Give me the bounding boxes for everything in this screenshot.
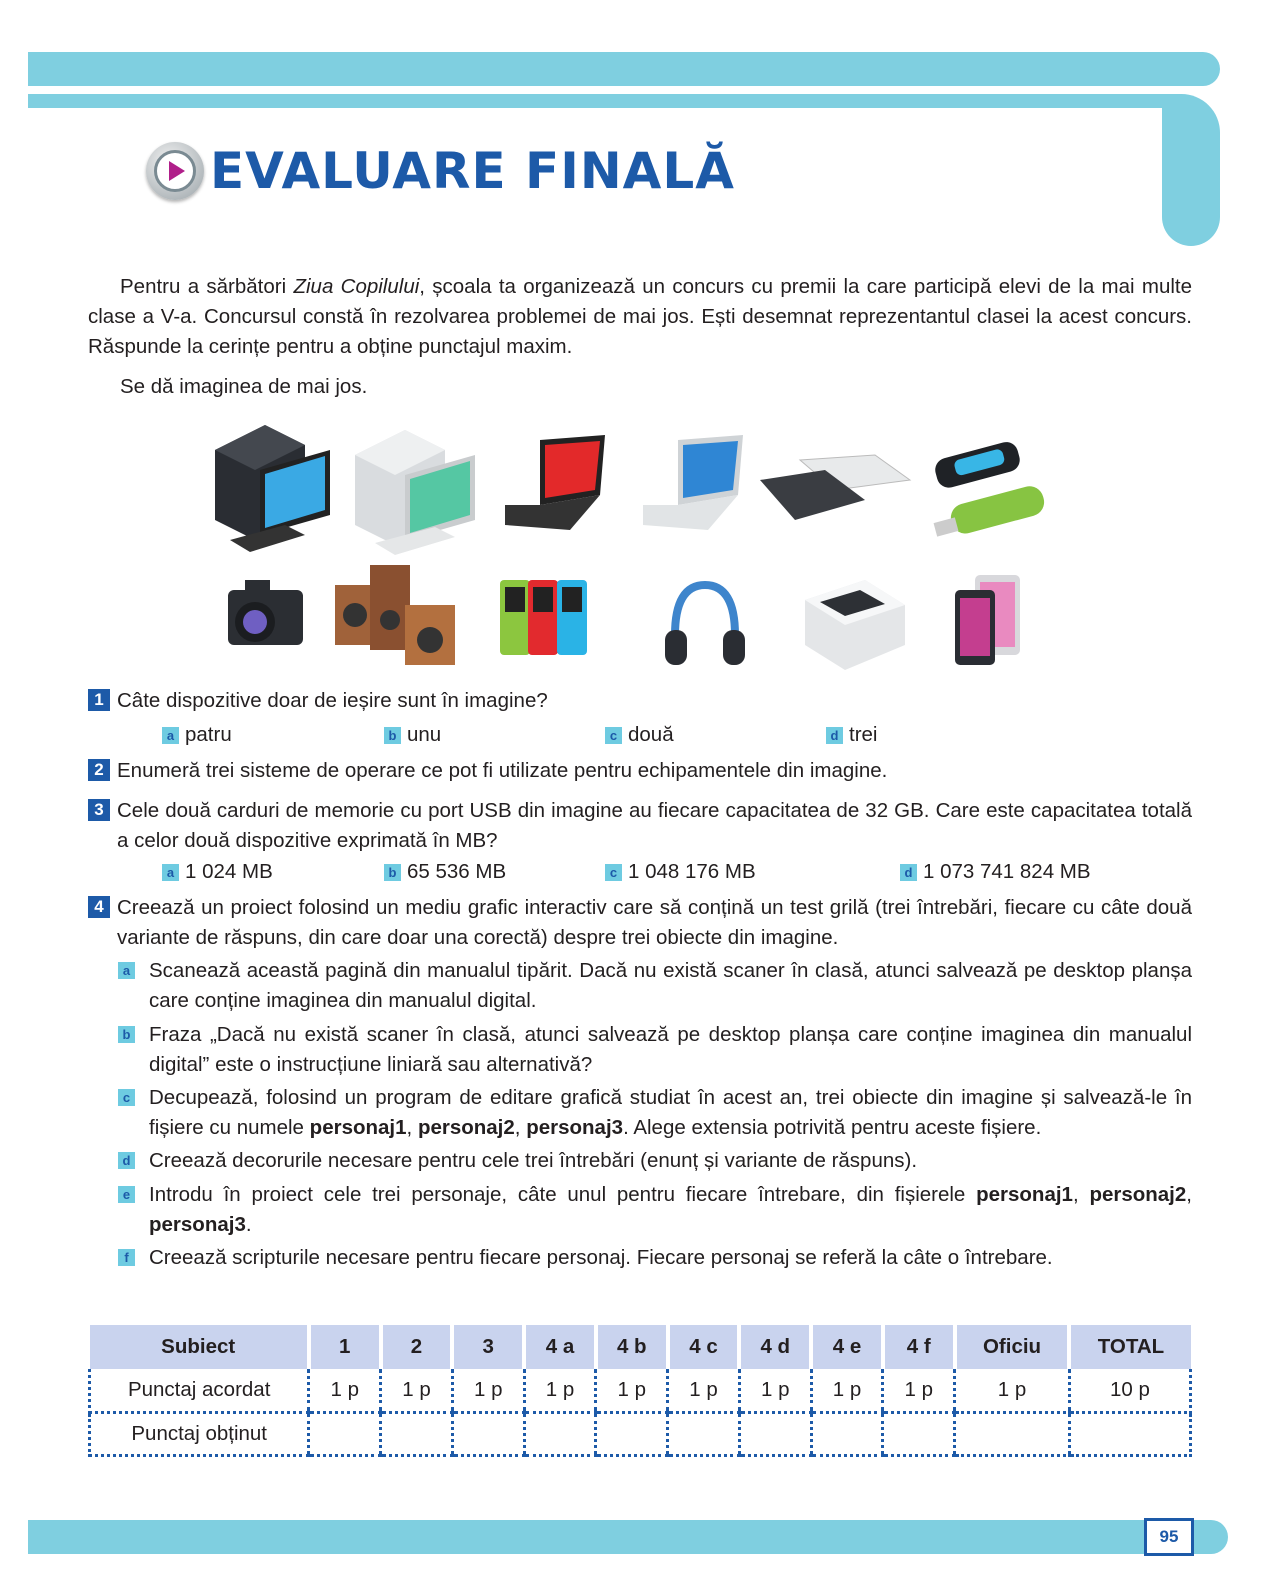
question-text: Câte dispozitive doar de ieșire sunt în imagine? xyxy=(117,689,548,712)
photo-camera-icon xyxy=(220,570,310,660)
subtask-c xyxy=(118,1083,1192,1143)
table-cell: 1 p xyxy=(668,1369,740,1412)
usb-drives-icon xyxy=(920,435,1050,555)
intro-paragraph: Pentru a sărbători Ziua Copilului, școala ta organizează un concurs cu premii la care participă elevi de la mai multe clase a V-a. Concursul constă în rezolvarea problemei de mai jos. Ești desemnat reprezentantul clasei la acest concurs. Răspunde la cerințe pentru a obține punctajul maxim. xyxy=(88,275,1192,358)
question-1 xyxy=(88,686,1192,716)
score-input-cell[interactable] xyxy=(596,1412,668,1455)
table-header-cell: 4 b xyxy=(596,1325,668,1369)
table-header-cell: 3 xyxy=(452,1325,524,1369)
subtask-text: Creează scripturile necesare pentru fiecare personaj. Fiecare personaj se referă la câte o întrebare. xyxy=(149,1246,1053,1269)
laptop-blue-icon xyxy=(638,430,748,540)
subtask-letter: c xyxy=(118,1089,135,1106)
table-cell: 1 p xyxy=(524,1369,596,1412)
page-title: EVALUARE FINALĂ xyxy=(210,142,735,200)
table-cell: 1 p xyxy=(309,1369,381,1412)
printer-icon xyxy=(795,570,910,675)
table-header-cell: Subiect xyxy=(90,1325,309,1369)
option-d[interactable]: d trei xyxy=(826,721,877,749)
table-header-cell: 4 c xyxy=(668,1325,740,1369)
devices-illustration xyxy=(200,410,1080,680)
table-cell: 10 p xyxy=(1069,1369,1190,1412)
subtask-text: Introdu în proiect cele trei personaje, câte unul pentru fiecare întrebare, din fișierele personaj1, personaj2, personaj3. xyxy=(149,1183,1192,1236)
curved-decorative-band xyxy=(1162,94,1220,246)
option-c[interactable]: c 1 048 176 MB xyxy=(605,858,756,886)
laptop-red-icon xyxy=(500,430,610,540)
table-header-cell: 2 xyxy=(381,1325,453,1369)
desktop-computer-white-icon xyxy=(350,415,480,565)
score-input-cell[interactable] xyxy=(883,1412,955,1455)
page-number: 95 xyxy=(1144,1518,1194,1556)
table-cell: 1 p xyxy=(739,1369,811,1412)
mobile-phones-icon xyxy=(495,575,605,665)
second-decorative-band xyxy=(28,94,1178,108)
table-row-awarded xyxy=(90,1369,1191,1412)
question-text: Creează un proiect folosind un mediu grafic interactiv care să conțină un test grilă (trei întrebări, fiecare cu câte două variante de răspuns, din care doar una corectă) despre trei obiecte din imagine. xyxy=(117,896,1192,949)
option-d[interactable]: d 1 073 741 824 MB xyxy=(900,858,1091,886)
bottom-decorative-band xyxy=(28,1520,1228,1554)
table-header-cell: 4 f xyxy=(883,1325,955,1369)
question-text: Enumeră trei sisteme de operare ce pot fi utilizate pentru echipamentele din imagine. xyxy=(117,759,888,782)
score-input-cell[interactable] xyxy=(309,1412,381,1455)
table-row-obtained xyxy=(90,1412,1191,1455)
play-icon xyxy=(146,142,204,200)
score-input-cell[interactable] xyxy=(1069,1412,1190,1455)
table-cell: 1 p xyxy=(596,1369,668,1412)
subtask-letter: e xyxy=(118,1186,135,1203)
subtask-letter: d xyxy=(118,1152,135,1169)
question-number: 2 xyxy=(88,759,110,781)
table-cell: Punctaj obținut xyxy=(90,1412,309,1455)
question-4 xyxy=(88,893,1192,953)
question-2 xyxy=(88,756,1192,786)
option-c[interactable]: c două xyxy=(605,721,674,749)
score-input-cell[interactable] xyxy=(668,1412,740,1455)
image-intro: Se dă imaginea de mai jos. xyxy=(120,375,368,398)
table-header-cell: TOTAL xyxy=(1069,1325,1190,1369)
subtask-e xyxy=(118,1180,1192,1240)
table-header-cell: 4 d xyxy=(739,1325,811,1369)
speakers-icon xyxy=(330,560,465,680)
table-header-row xyxy=(90,1325,1191,1369)
question-text: Cele două carduri de memorie cu port USB din imagine au fiecare capacitatea de 32 GB. Care este capacitatea totală a celor două dispozitive exprimată în MB? xyxy=(117,799,1192,852)
table-cell: 1 p xyxy=(883,1369,955,1412)
headphones-icon xyxy=(660,575,750,675)
table-header-cell: 4 a xyxy=(524,1325,596,1369)
subtask-text: Fraza „Dacă nu există scaner în clasă, atunci salvează pe desktop planșa care conține imaginea din manualul digital” este o instrucțiune liniară sau alternativă? xyxy=(149,1023,1192,1076)
table-cell: 1 p xyxy=(811,1369,883,1412)
subtask-letter: b xyxy=(118,1026,135,1043)
table-cell: 1 p xyxy=(452,1369,524,1412)
desktop-computer-black-icon xyxy=(205,410,335,560)
score-table xyxy=(88,1325,1192,1457)
score-input-cell[interactable] xyxy=(955,1412,1070,1455)
subtask-text: Creează decorurile necesare pentru cele trei întrebări (enunț și variante de răspuns). xyxy=(149,1149,918,1172)
subtask-letter: f xyxy=(118,1249,135,1266)
subtask-text: Decupează, folosind un program de editare grafică studiat în acest an, trei obiecte din imagine și salvează-le în fișiere cu numele personaj1, personaj2, personaj3. Alege extensia potrivită pentru aceste fișiere. xyxy=(149,1086,1192,1139)
score-input-cell[interactable] xyxy=(811,1412,883,1455)
subtask-letter: a xyxy=(118,962,135,979)
table-header-cell: Oficiu xyxy=(955,1325,1070,1369)
score-input-cell[interactable] xyxy=(452,1412,524,1455)
subtask-f xyxy=(118,1243,1192,1273)
tablets-icon xyxy=(950,570,1030,670)
keyboards-icon xyxy=(755,450,915,540)
subtask-d xyxy=(118,1146,1192,1176)
question-number: 1 xyxy=(88,689,110,711)
question-3 xyxy=(88,796,1192,856)
score-input-cell[interactable] xyxy=(524,1412,596,1455)
top-decorative-band xyxy=(28,52,1220,86)
option-a[interactable]: a patru xyxy=(162,721,232,749)
score-input-cell[interactable] xyxy=(381,1412,453,1455)
table-cell: 1 p xyxy=(381,1369,453,1412)
subtask-text: Scanează această pagină din manualul tipărit. Dacă nu există scaner în clasă, atunci salvează pe desktop planșa care conține imaginea din manualul digital. xyxy=(149,959,1192,1012)
question-number: 3 xyxy=(88,799,110,821)
subtask-b xyxy=(118,1020,1192,1080)
option-a[interactable]: a 1 024 MB xyxy=(162,858,273,886)
subtask-a xyxy=(118,956,1192,1016)
page-title-block xyxy=(146,142,735,200)
table-header-cell: 1 xyxy=(309,1325,381,1369)
intro-italic: Ziua Copilului xyxy=(293,275,420,298)
option-b[interactable]: b unu xyxy=(384,721,441,749)
score-input-cell[interactable] xyxy=(739,1412,811,1455)
table-cell: 1 p xyxy=(955,1369,1070,1412)
option-b[interactable]: b 65 536 MB xyxy=(384,858,506,886)
question-number: 4 xyxy=(88,896,110,918)
table-header-cell: 4 e xyxy=(811,1325,883,1369)
table-cell: Punctaj acordat xyxy=(90,1369,309,1412)
